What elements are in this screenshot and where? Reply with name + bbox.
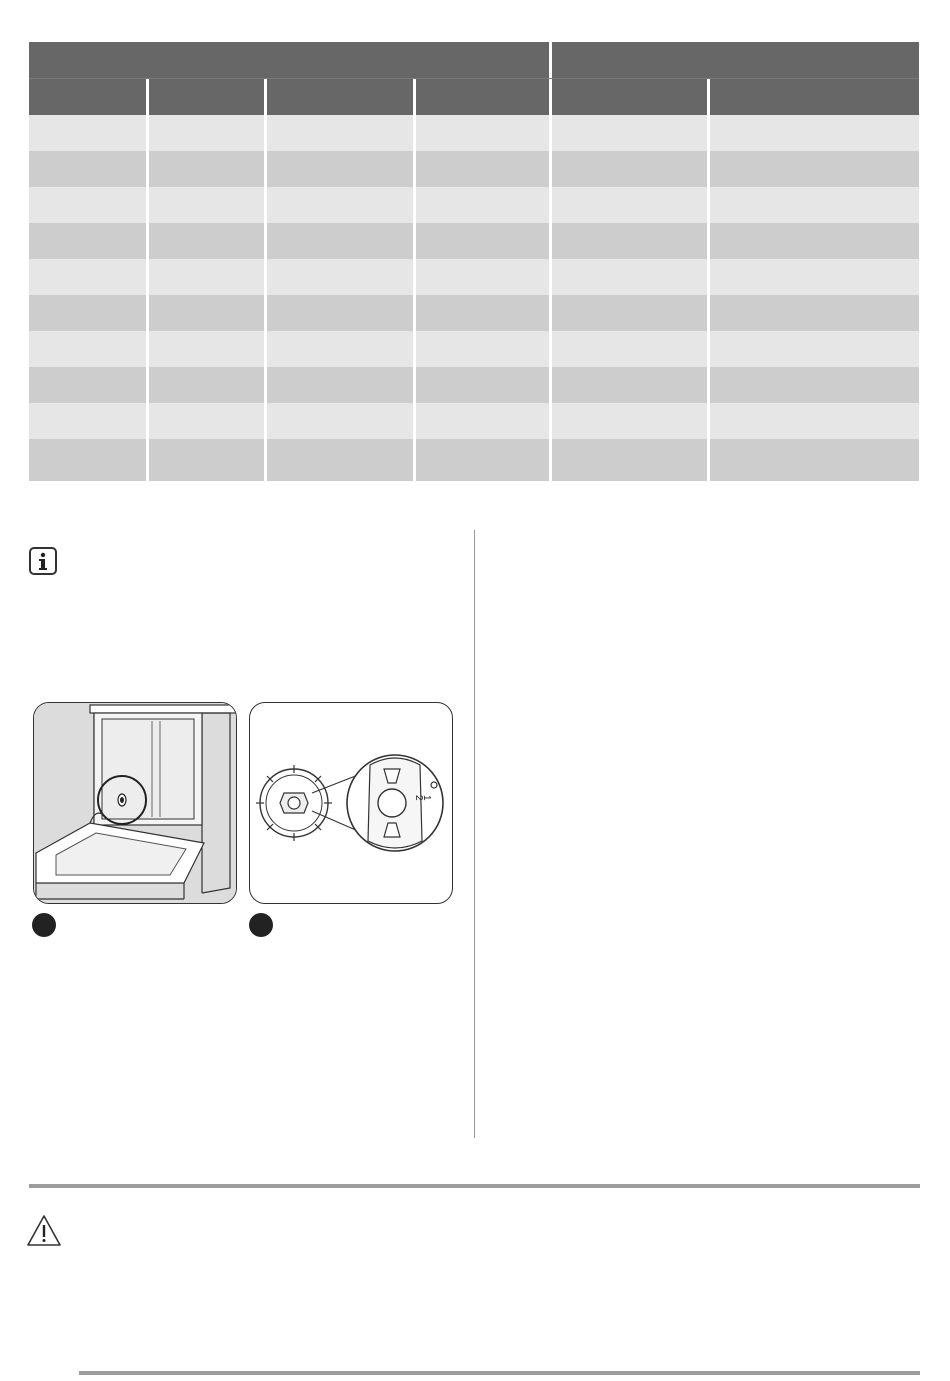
step-marker-2 xyxy=(249,913,273,937)
dial-marking-1: 1 xyxy=(421,795,432,801)
column-header-3 xyxy=(273,79,413,115)
step-marker-1 xyxy=(32,913,56,937)
dial-illustration xyxy=(250,703,453,904)
group-header-right xyxy=(563,42,903,78)
table-row xyxy=(29,115,919,151)
column-header-2 xyxy=(154,79,264,115)
table-row xyxy=(29,331,919,367)
info-icon xyxy=(29,547,57,575)
table-divider xyxy=(549,42,552,481)
table-row xyxy=(29,223,919,259)
table-divider xyxy=(146,79,149,481)
table-row xyxy=(29,295,919,331)
table-row xyxy=(29,367,919,403)
section-rule xyxy=(29,1184,920,1188)
table-divider xyxy=(264,79,267,481)
table-row xyxy=(29,151,919,187)
table-column-header xyxy=(29,79,919,115)
column-divider xyxy=(474,530,475,1138)
column-header-4 xyxy=(422,79,547,115)
figure-dial-panel xyxy=(249,702,453,904)
column-header-1 xyxy=(35,79,145,115)
table-divider xyxy=(413,79,416,481)
dial-marking-2: 2 xyxy=(413,795,424,801)
group-header-left xyxy=(39,42,539,78)
column-header-6 xyxy=(716,79,911,115)
table-row xyxy=(29,439,919,481)
table-divider xyxy=(707,79,710,481)
table-header-divider xyxy=(29,78,919,79)
table-row xyxy=(29,403,919,439)
figure-dishwasher-panel xyxy=(33,702,237,904)
table-row xyxy=(29,259,919,295)
table-group-header xyxy=(29,42,919,78)
dishwasher-illustration xyxy=(34,703,237,904)
table-row xyxy=(29,187,919,223)
footer-rule xyxy=(79,1371,920,1375)
column-header-5 xyxy=(559,79,704,115)
warning-triangle-icon xyxy=(26,1214,62,1248)
